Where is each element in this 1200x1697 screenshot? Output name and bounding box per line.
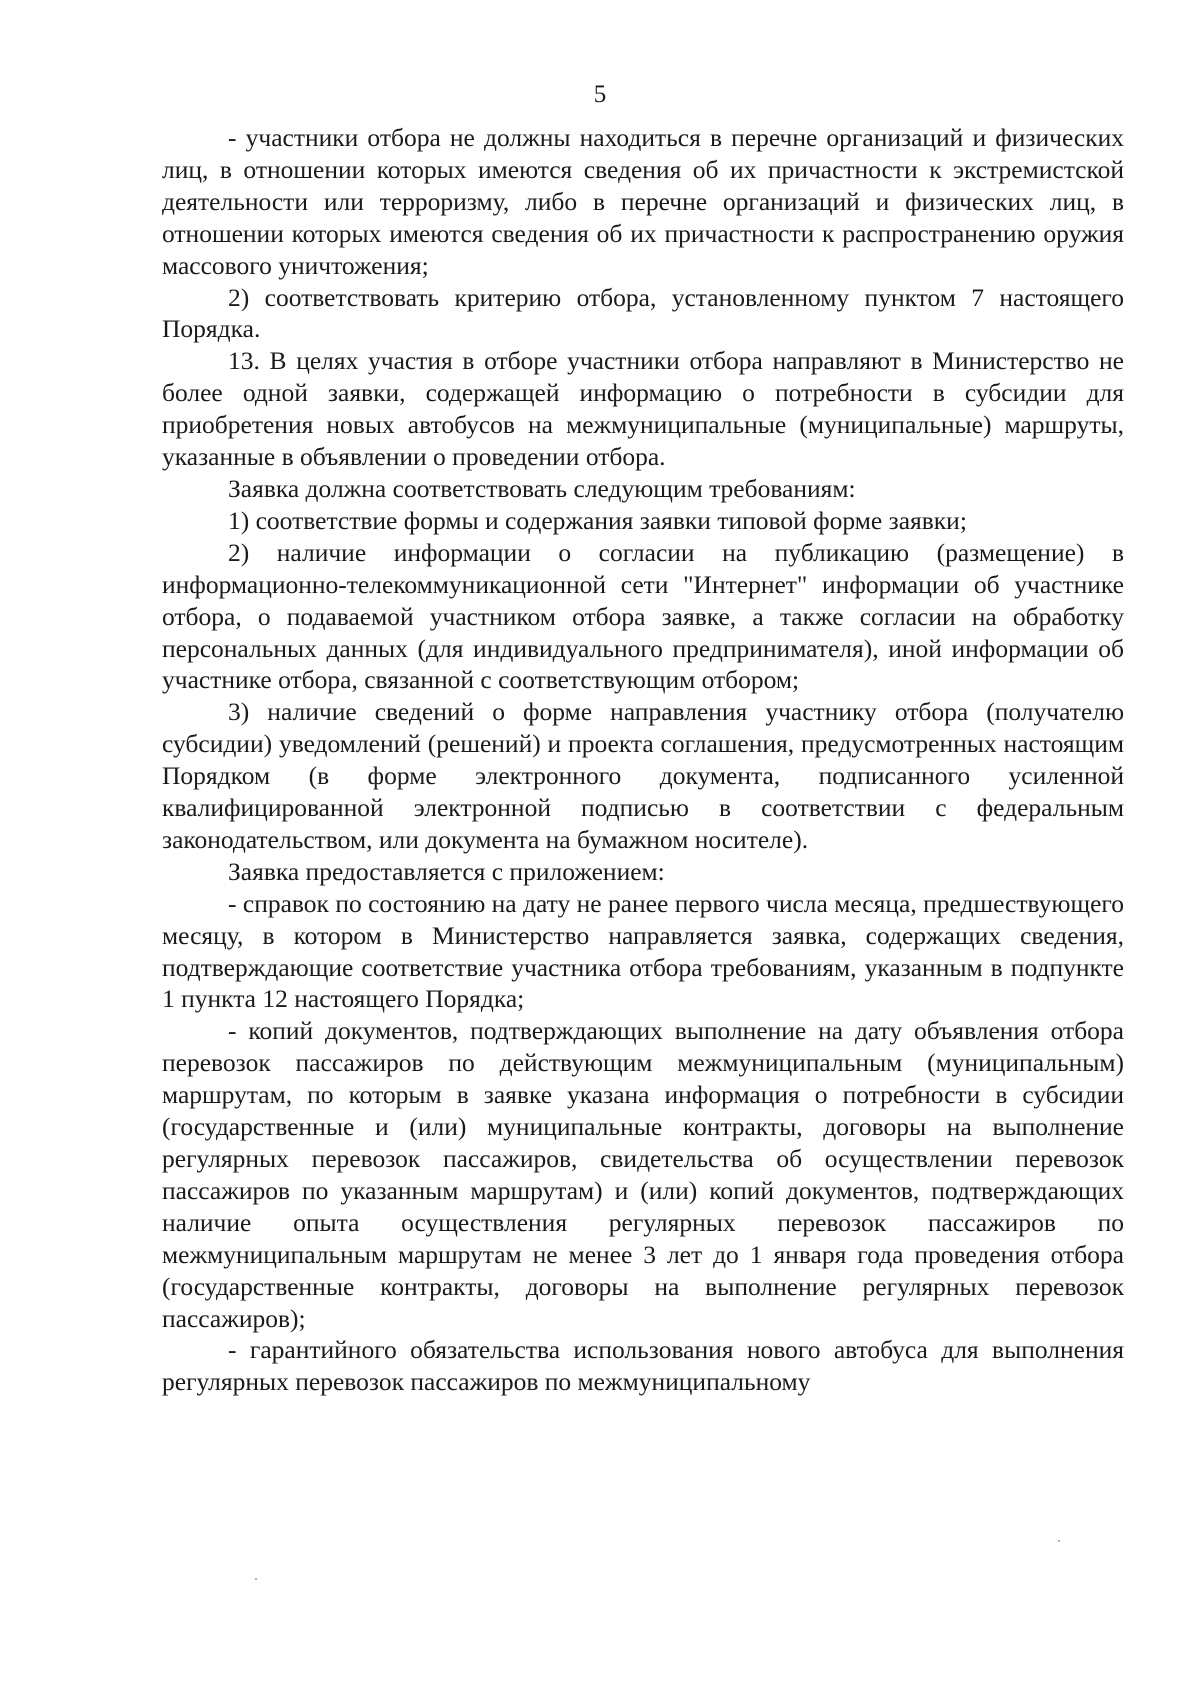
paragraph-attachments-intro: Заявка предоставляется с приложением: [228, 856, 665, 886]
paragraph-requirement-2: 2) наличие информации о согласии на публикацию (размещение) в информационно-телекоммуникационной сети "Интернет" информации об участнике отбора, о подаваемой участником отбора заявке, а также согласии на обработку персональных данных (для индивидуального предпринимателя), иной информации об участнике отбора, связанной с соответствующим отбором; [162, 537, 1124, 695]
page-number: 5 [593, 81, 607, 108]
paragraph-criteria: 2) соответствовать критерию отбора, установленному пунктом 7 настоящего Порядка. [162, 282, 1124, 344]
paragraph-attachment-guarantee: - гарантийного обязательства использования нового автобуса для выполнения регулярных перевозок пассажиров по межмуниципальному [162, 1335, 1124, 1397]
scan-speck [1058, 1540, 1060, 1542]
paragraph-section-13: 13. В целях участия в отборе участники отбора направляют в Министерство не более одной заявки, содержащей информацию о потребности в субсидии для приобретения новых автобусов на межмуниципальные (муниципальные) маршруты, указанные в объявлении о проведении отбора. [162, 346, 1124, 472]
paragraph-requirement-1: 1) соответствие формы и содержания заявки типовой форме заявки; [228, 505, 967, 535]
paragraph-attachment-certificates: - справок по состоянию на дату не ранее первого числа месяца, предшествующего месяцу, в котором в Министерство направляется заявка, содержащих сведения, подтверждающие соответствие участника отбора требованиям, указанным в подпункте 1 пункта 12 настоящего Порядка; [162, 888, 1124, 1014]
scan-speck [255, 1578, 257, 1580]
paragraph-requirement-3: 3) наличие сведений о форме направления участнику отбора (получателю субсидии) уведомлений (решений) и проекта соглашения, предусмотренных настоящим Порядком (в форме электронного документа, подписанного усиленной квалифицированной электронной подписью в соответствии с федеральным законодательством, или документа на бумажном носителе). [162, 697, 1124, 854]
paragraph-attachment-copies: - копий документов, подтверждающих выполнение на дату объявления отбора перевозок пассажиров по действующим межмуниципальным (муниципальным) маршрутам, по которым в заявке указана информация о потребности в субсидии (государственные и (или) муниципальные контракты, договоры на выполнение регулярных перевозок пассажиров, свидетельства об осуществлении перевозок пассажиров по указанным маршрутам) и (или) копий документов, подтверждающих наличие опыта осуществления регулярных перевозок пассажиров по межмуниципальным маршрутам не менее 3 лет до 1 января года проведения отбора (государственные контракты, договоры на выполнение регулярных перевозок пассажиров); [162, 1016, 1124, 1333]
paragraph-extremism-list: - участники отбора не должны находиться в перечне организаций и физических лиц, в отношении которых имеются сведения об их причастности к экстремистской деятельности или терроризму, либо в перечне организаций и физических лиц, в отношении которых имеются сведения об их причастности к распространению оружия массового уничтожения; [162, 123, 1124, 280]
document-body [162, 122, 1124, 1398]
paragraph-application-requirements: Заявка должна соответствовать следующим требованиям: [228, 473, 856, 503]
